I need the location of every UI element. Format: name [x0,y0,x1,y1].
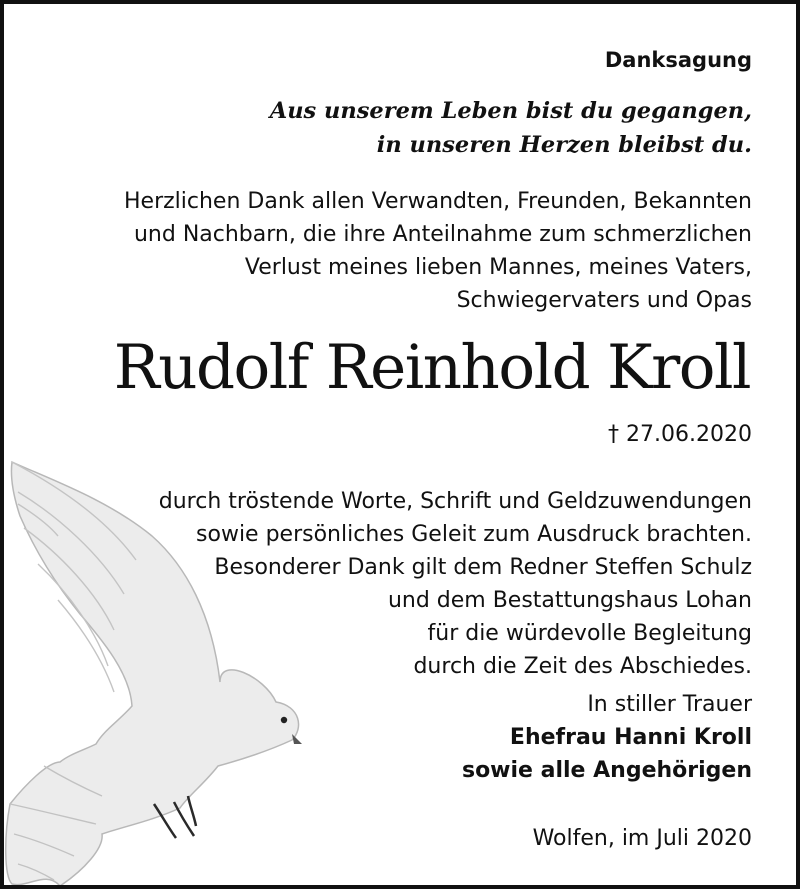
thanks-line: für die würdevolle Begleitung [427,621,752,646]
place-date: Wolfen, im Juli 2020 [532,826,752,851]
thanks-paragraph [159,485,752,683]
mourning-phrase: In stiller Trauer [587,692,752,717]
thanks-line: und dem Bestattungshaus Lohan [387,588,752,613]
signature-line: Ehefrau Hanni Kroll [509,725,752,750]
signature-line: sowie alle Angehörigen [461,758,752,783]
thanks-line: durch tröstende Worte, Schrift und Geldzuwendungen [158,489,752,514]
intro-line: Herzlichen Dank allen Verwandten, Freunden, Bekannten [124,189,752,214]
intro-line: Verlust meines lieben Mannes, meines Vaters, [244,255,752,280]
thanks-line: Besonderer Dank gilt dem Redner Steffen Schulz [214,555,752,580]
notice-heading: Danksagung [604,48,752,72]
closing-signature [462,688,752,787]
intro-line: Schwiegervaters und Opas [456,288,752,313]
motto-line: in unseren Herzen bleibst du. [376,132,752,158]
death-date: † 27.06.2020 [608,422,752,447]
motto [270,94,752,162]
motto-line: Aus unserem Leben bist du gegangen, [269,98,752,124]
intro-line: und Nachbarn, die ihre Anteilnahme zum schmerzlichen [133,222,752,247]
thanks-line: sowie persönliches Geleit zum Ausdruck brachten. [196,522,752,547]
thanks-line: durch die Zeit des Abschiedes. [413,654,752,679]
deceased-name: Rudolf Reinhold Kroll [113,332,750,403]
intro-paragraph [124,185,752,317]
